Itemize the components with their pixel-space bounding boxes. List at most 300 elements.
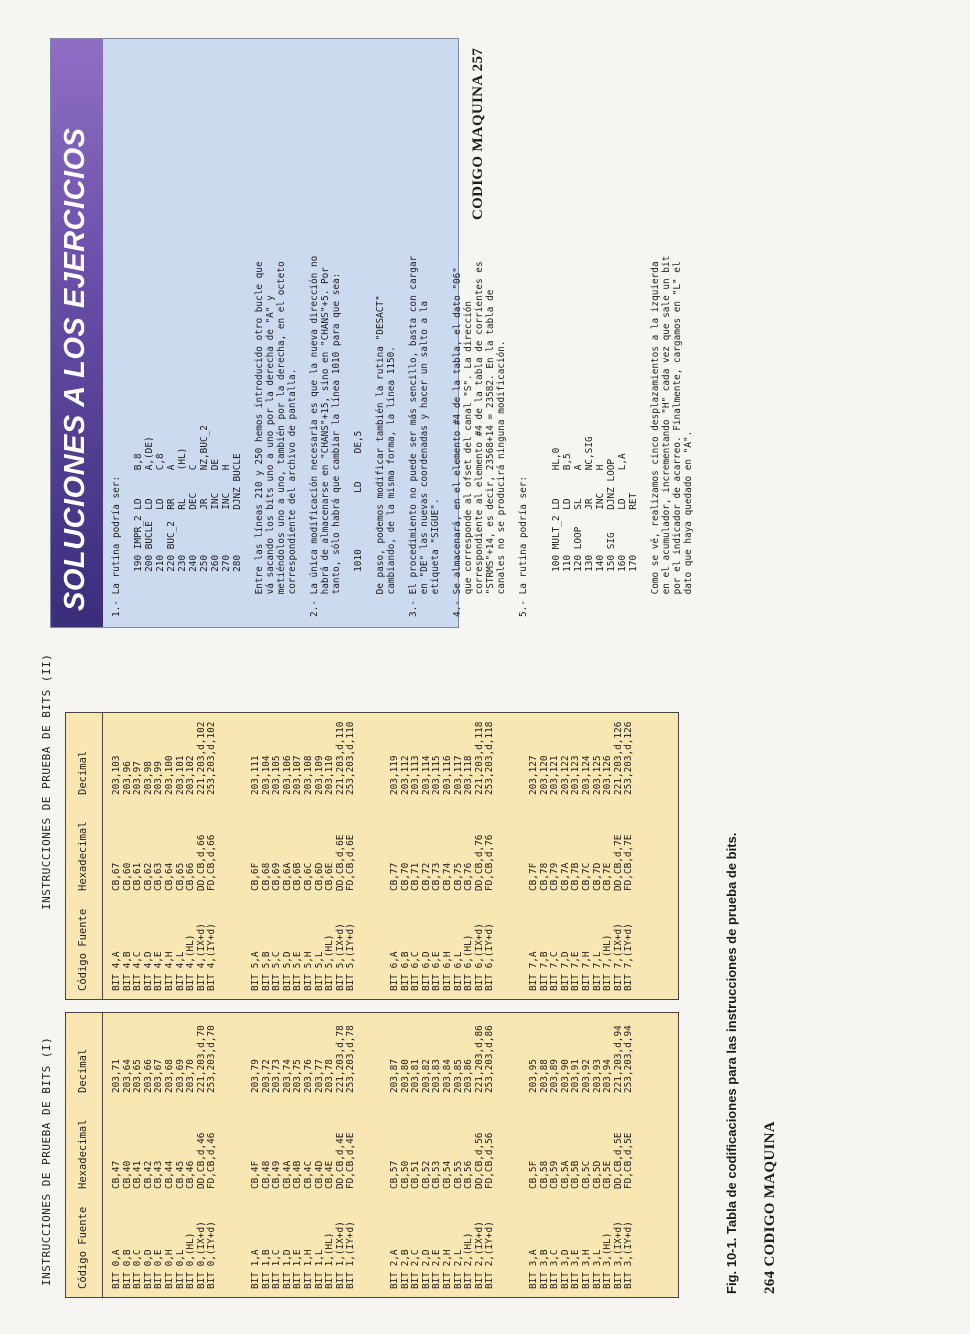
cell-hex: CB,6E — [324, 862, 336, 891]
cell-decimal: 203,74 — [281, 1059, 293, 1093]
cell-hex: CB,4D — [313, 1160, 325, 1189]
table-row — [304, 713, 315, 999]
solution-line: 1010 LD DE,5 — [353, 430, 364, 617]
table-row — [582, 713, 593, 999]
cell-hex: DD,CB,d,6E — [334, 834, 346, 891]
cell-decimal: 253,203,d,78 — [345, 1025, 357, 1093]
cell-hex: CB,58 — [538, 1160, 550, 1189]
cell-decimal: 203,105 — [271, 755, 283, 795]
cell-source: BIT 3,B — [538, 1249, 550, 1289]
cell-decimal: 203,93 — [591, 1059, 603, 1093]
table-row-group — [529, 713, 635, 999]
cell-source: BIT 7,D — [559, 951, 571, 991]
cell-hex: CB,7C — [580, 862, 592, 891]
cell-decimal: 203,107 — [292, 755, 304, 795]
cell-hex: FD,CB,d,4E — [345, 1132, 357, 1189]
cell-hex: CB,7D — [591, 862, 603, 891]
cell-source: BIT 0,(HL) — [185, 1232, 197, 1289]
cell-hex: CB,7A — [559, 862, 571, 891]
table-2-header — [66, 713, 103, 999]
cell-decimal: 203,71 — [111, 1059, 122, 1093]
cell-hex: CB,42 — [142, 1160, 154, 1189]
cell-decimal: 253,203,d,126 — [623, 721, 635, 795]
cell-source: BIT 5,E — [292, 951, 304, 991]
cell-decimal: 221,203,d,126 — [612, 721, 624, 795]
solution-line — [122, 47, 133, 617]
cell-hex: CB,48 — [260, 1160, 272, 1189]
cell-source: BIT 5,A — [250, 951, 261, 991]
cell-source: BIT 3,L — [591, 1249, 603, 1289]
cell-hex: CB,6C — [302, 862, 314, 891]
table-row — [582, 1013, 593, 1297]
table-row-group — [390, 1013, 496, 1297]
cell-source: BIT 1,(IY+d) — [345, 1221, 357, 1289]
solutions-banner — [51, 39, 103, 627]
cell-source: BIT 0,C — [132, 1249, 144, 1289]
cell-decimal: 253,203,d,102 — [206, 721, 218, 795]
table-row — [304, 1013, 315, 1297]
solution-line: 190 IMPR_2 LD B,8 — [133, 453, 144, 617]
cell-source: BIT 3,D — [559, 1249, 571, 1289]
cell-source: BIT 7,A — [528, 951, 539, 991]
cell-source: BIT 4,(HL) — [185, 934, 197, 991]
solution-line: 200 BUCLE LD A,(DE) — [144, 436, 155, 617]
cell-decimal: 203,73 — [271, 1059, 283, 1093]
cell-decimal: 203,119 — [389, 755, 400, 795]
cell-hex: CB,4B — [292, 1160, 304, 1189]
cell-source: BIT 7,B — [538, 951, 550, 991]
cell-source: BIT 1,L — [313, 1249, 325, 1289]
cell-source: BIT 5,(HL) — [324, 934, 336, 991]
cell-decimal: 203,116 — [441, 755, 453, 795]
cell-source: BIT 7,H — [580, 951, 592, 991]
cell-source: BIT 6,(HL) — [463, 934, 475, 991]
solution-line: metiéndolos uno a uno, también por la derecha, en el octeto — [276, 261, 287, 617]
header-decimal: Decimal — [77, 1048, 89, 1093]
solutions-title: SOLUCIONES A LOS EJERCICIOS — [59, 127, 91, 611]
cell-hex: CB,69 — [271, 862, 283, 891]
solution-line: que corresponde al ofset del canal "S". La dirección — [463, 300, 474, 617]
cell-hex: CB,78 — [538, 862, 550, 891]
cell-hex: CB,4E — [324, 1160, 336, 1189]
table-row-group — [112, 713, 218, 999]
solution-line — [243, 47, 254, 617]
cell-hex: CB,43 — [153, 1160, 165, 1189]
cell-decimal: 253,203,d,110 — [345, 721, 357, 795]
cell-source: BIT 6,C — [410, 951, 422, 991]
cell-decimal: 203,127 — [528, 755, 539, 795]
cell-decimal: 203,76 — [302, 1059, 314, 1093]
cell-hex: CB,5B — [570, 1160, 582, 1189]
solution-line — [540, 47, 551, 617]
cell-hex: CB,63 — [153, 862, 165, 891]
cell-source: BIT 2,(IX+d) — [473, 1221, 485, 1289]
table-1-header — [66, 1013, 103, 1297]
cell-source: BIT 5,H — [302, 951, 314, 991]
solution-line: tanto, sólo habrá que cambiar la línea 1010 para que sea: — [331, 272, 342, 617]
cell-source: BIT 5,(IX+d) — [334, 923, 346, 991]
cell-decimal: 203,120 — [538, 755, 550, 795]
cell-hex: FD,CB,d,5E — [623, 1132, 635, 1189]
solution-line — [397, 47, 408, 617]
cell-hex: CB,67 — [111, 862, 122, 891]
cell-source: BIT 0,L — [174, 1249, 186, 1289]
cell-hex: CB,75 — [452, 862, 464, 891]
cell-source: BIT 2,(IY+d) — [484, 1221, 496, 1289]
cell-hex: CB,45 — [174, 1160, 186, 1189]
cell-decimal: 203,125 — [591, 755, 603, 795]
cell-source: BIT 1,D — [281, 1249, 293, 1289]
cell-decimal: 203,104 — [260, 755, 272, 795]
cell-decimal: 203,106 — [281, 755, 293, 795]
solution-line: 4.- Se almacenará, en el elemento #4 de la tabla, el dato "06" — [452, 267, 463, 617]
right-folio: CODIGO MAQUINA 257 — [470, 47, 486, 220]
cell-decimal: 203,81 — [410, 1059, 422, 1093]
cell-source: BIT 7,L — [591, 951, 603, 991]
cell-hex: CB,40 — [121, 1160, 133, 1189]
left-folio: 264 CODIGO MAQUINA — [762, 1121, 778, 1294]
cell-decimal: 203,98 — [142, 761, 154, 795]
cell-decimal: 203,82 — [420, 1059, 432, 1093]
cell-source: BIT 5,C — [271, 951, 283, 991]
solution-line: 2.- La única modificación necesaria es que la nueva dirección no — [309, 255, 320, 617]
cell-decimal: 203,124 — [580, 755, 592, 795]
solution-line: en el acumulador, incrementando "H" cada vez que sale un bit — [661, 255, 672, 617]
cell-source: BIT 7,E — [570, 951, 582, 991]
cell-hex: DD,CB,d,5E — [612, 1132, 624, 1189]
cell-source: BIT 5,L — [313, 951, 325, 991]
cell-decimal: 253,203,d,86 — [484, 1025, 496, 1093]
cell-decimal: 203,80 — [399, 1059, 411, 1093]
solution-line: 220 BUC_2 RR A — [166, 464, 177, 617]
cell-source: BIT 1,B — [260, 1249, 272, 1289]
cell-decimal: 221,203,d,110 — [334, 721, 346, 795]
solution-line — [507, 47, 518, 617]
cell-decimal: 203,75 — [292, 1059, 304, 1093]
solution-line: 230 RL (HL) — [177, 447, 188, 617]
cell-hex: CB,5F — [528, 1160, 539, 1189]
cell-hex: CB,60 — [121, 862, 133, 891]
solution-line: 100 MULT_2 LD HL,0 — [551, 447, 562, 617]
table-1-caption: INSTRUCCIONES DE PRUEBA DE BITS (I) — [40, 1036, 53, 1286]
cell-source: BIT 3,C — [549, 1249, 561, 1289]
cell-hex: CB,6A — [281, 862, 293, 891]
cell-hex: CB,54 — [441, 1160, 453, 1189]
cell-decimal: 203,68 — [163, 1059, 175, 1093]
table-row — [443, 713, 454, 999]
cell-source: BIT 3,A — [528, 1249, 539, 1289]
cell-source: BIT 1,E — [292, 1249, 304, 1289]
cell-decimal: 203,121 — [549, 755, 561, 795]
cell-hex: CB,68 — [260, 862, 272, 891]
cell-source: BIT 3,E — [570, 1249, 582, 1289]
cell-source: BIT 4,E — [153, 951, 165, 991]
cell-source: BIT 4,D — [142, 951, 154, 991]
solution-line: 240 DEC C — [188, 464, 199, 617]
cell-hex: CB,4A — [281, 1160, 293, 1189]
table-row — [165, 713, 176, 999]
cell-source: BIT 2,E — [431, 1249, 443, 1289]
cell-decimal: 203,126 — [602, 755, 614, 795]
cell-hex: CB,5A — [559, 1160, 571, 1189]
solution-line: 150 SIG DJNZ LOOP — [606, 458, 617, 617]
cell-hex: CB,6B — [292, 862, 304, 891]
cell-decimal: 203,94 — [602, 1059, 614, 1093]
cell-source: BIT 3,(IX+d) — [612, 1221, 624, 1289]
cell-decimal: 203,102 — [185, 755, 197, 795]
cell-hex: CB,47 — [111, 1160, 122, 1189]
table-row-group — [251, 1013, 357, 1297]
cell-hex: CB,7F — [528, 862, 539, 891]
table-row — [485, 713, 496, 999]
cell-decimal: 203,72 — [260, 1059, 272, 1093]
table-row-group — [112, 1013, 218, 1297]
cell-decimal: 203,91 — [570, 1059, 582, 1093]
table-row — [207, 713, 218, 999]
solution-line: por el indicador de acarreo. Finalmente, cargamos en "L" el — [672, 261, 683, 617]
cell-decimal: 253,203,d,118 — [484, 721, 496, 795]
table-row — [485, 1013, 496, 1297]
table-row — [346, 713, 357, 999]
solution-line: habrá de almacenarse en "CHANS"+15, sino en "CHANS"+5. Por — [320, 267, 331, 617]
cell-hex: DD,CB,d,46 — [195, 1132, 207, 1189]
solution-line: 210 LD C,8 — [155, 453, 166, 617]
cell-source: BIT 3,(HL) — [602, 1232, 614, 1289]
cell-decimal: 203,117 — [452, 755, 464, 795]
cell-source: BIT 4,H — [163, 951, 175, 991]
cell-hex: FD,CB,d,66 — [206, 834, 218, 891]
cell-hex: DD,CB,d,4E — [334, 1132, 346, 1189]
solution-line: canales no se producirá ninguna modificación. — [496, 340, 507, 617]
cell-hex: CB,55 — [452, 1160, 464, 1189]
cell-decimal: 203,86 — [463, 1059, 475, 1093]
solution-line: correspondiente al elemento #4 de la tabla de corrientes es — [474, 261, 485, 617]
cell-source: BIT 4,L — [174, 951, 186, 991]
cell-hex: CB,56 — [463, 1160, 475, 1189]
cell-hex: CB,64 — [163, 862, 175, 891]
table-row-group — [390, 713, 496, 999]
cell-source: BIT 2,D — [420, 1249, 432, 1289]
cell-hex: CB,57 — [389, 1160, 400, 1189]
cell-decimal: 203,113 — [410, 755, 422, 795]
cell-decimal: 221,203,d,102 — [195, 721, 207, 795]
cell-decimal: 203,118 — [463, 755, 475, 795]
cell-source: BIT 0,(IY+d) — [206, 1221, 218, 1289]
cell-hex: CB,79 — [549, 862, 561, 891]
cell-source: BIT 6,D — [420, 951, 432, 991]
header-hex: Hexadecimal — [77, 1119, 89, 1189]
solution-line: 280 DJNZ BUCLE — [232, 453, 243, 617]
cell-decimal: 203,110 — [324, 755, 336, 795]
solution-line: 160 LD L,A — [617, 453, 628, 617]
cell-hex: CB,5C — [580, 1160, 592, 1189]
solution-line — [364, 47, 375, 617]
cell-decimal: 221,203,d,78 — [334, 1025, 346, 1093]
cell-source: BIT 2,L — [452, 1249, 464, 1289]
table-row — [390, 1013, 401, 1297]
cell-hex: CB,7B — [570, 862, 582, 891]
solution-line: cambiando, de la misma forma, la línea 1150. — [386, 346, 397, 617]
table-row-group — [529, 1013, 635, 1297]
cell-hex: CB,74 — [441, 862, 453, 891]
bit-test-table-1 — [65, 1012, 679, 1298]
cell-source: BIT 6,(IY+d) — [484, 923, 496, 991]
cell-hex: DD,CB,d,66 — [195, 834, 207, 891]
cell-hex: CB,52 — [420, 1160, 432, 1189]
cell-hex: CB,44 — [163, 1160, 175, 1189]
cell-source: BIT 0,(IX+d) — [195, 1221, 207, 1289]
cell-source: BIT 3,(IY+d) — [623, 1221, 635, 1289]
cell-source: BIT 1,A — [250, 1249, 261, 1289]
cell-hex: CB,66 — [185, 862, 197, 891]
cell-hex: CB,4F — [250, 1160, 261, 1189]
cell-source: BIT 2,H — [441, 1249, 453, 1289]
cell-source: BIT 0,E — [153, 1249, 165, 1289]
cell-source: BIT 0,D — [142, 1249, 154, 1289]
cell-hex: CB,51 — [410, 1160, 422, 1189]
cell-source: BIT 6,B — [399, 951, 411, 991]
solution-line: 120 LOOP SL A — [573, 464, 584, 617]
cell-decimal: 203,99 — [153, 761, 165, 795]
table-row — [251, 713, 262, 999]
cell-source: BIT 1,C — [271, 1249, 283, 1289]
solution-line: 130 JR NC,SIG — [584, 436, 595, 617]
cell-source: BIT 2,B — [399, 1249, 411, 1289]
cell-source: BIT 6,H — [441, 951, 453, 991]
cell-hex: CB,41 — [132, 1160, 144, 1189]
cell-decimal: 203,64 — [121, 1059, 133, 1093]
solution-line: 170 RET — [628, 492, 639, 617]
cell-decimal: 203,83 — [431, 1059, 443, 1093]
cell-decimal: 203,103 — [111, 755, 122, 795]
solution-line: 250 JR NZ,BUC_2 — [199, 425, 210, 617]
cell-decimal: 203,101 — [174, 755, 186, 795]
cell-source: BIT 4,A — [111, 951, 122, 991]
cell-decimal: 203,78 — [324, 1059, 336, 1093]
header-decimal: Decimal — [77, 750, 89, 795]
table-row — [624, 713, 635, 999]
cell-source: BIT 6,L — [452, 951, 464, 991]
cell-decimal: 203,115 — [431, 755, 443, 795]
solution-line: "STRMS"+14, es decir, 23568+14 = 23582. En la tabla de — [485, 289, 496, 617]
cell-source: BIT 4,(IY+d) — [206, 923, 218, 991]
solution-line: etiqueta "SIGUE". — [430, 498, 441, 617]
cell-decimal: 203,66 — [142, 1059, 154, 1093]
cell-hex: CB,50 — [399, 1160, 411, 1189]
cell-hex: CB,71 — [410, 862, 422, 891]
table-row — [346, 1013, 357, 1297]
cell-source: BIT 3,H — [580, 1249, 592, 1289]
header-source: Código Fuente — [77, 908, 89, 991]
solution-line — [441, 47, 452, 617]
cell-decimal: 203,77 — [313, 1059, 325, 1093]
cell-hex: DD,CB,d,76 — [473, 834, 485, 891]
solution-line — [298, 47, 309, 617]
cell-decimal: 203,100 — [163, 755, 175, 795]
header-hex: Hexadecimal — [77, 821, 89, 891]
solution-line: 5.- La rutina podría ser: — [518, 475, 529, 617]
table-row — [443, 1013, 454, 1297]
cell-decimal: 253,203,d,94 — [623, 1025, 635, 1093]
cell-source: BIT 7,C — [549, 951, 561, 991]
cell-decimal: 203,65 — [132, 1059, 144, 1093]
table-row — [112, 1013, 123, 1297]
solution-line: dato que haya quedado en "A". — [683, 430, 694, 617]
cell-decimal: 203,85 — [452, 1059, 464, 1093]
solutions-text — [111, 47, 694, 617]
cell-hex: CB,73 — [431, 862, 443, 891]
cell-decimal: 221,203,d,70 — [195, 1025, 207, 1093]
cell-hex: CB,5D — [591, 1160, 603, 1189]
table-row — [112, 713, 123, 999]
cell-decimal: 203,109 — [313, 755, 325, 795]
cell-decimal: 203,122 — [559, 755, 571, 795]
cell-decimal: 203,92 — [580, 1059, 592, 1093]
cell-decimal: 203,96 — [121, 761, 133, 795]
cell-decimal: 203,87 — [389, 1059, 400, 1093]
solution-line: 140 INC H — [595, 464, 606, 617]
cell-decimal: 203,97 — [132, 761, 144, 795]
cell-decimal: 203,95 — [528, 1059, 539, 1093]
cell-hex: CB,61 — [132, 862, 144, 891]
solution-line: 110 LD B,5 — [562, 453, 573, 617]
figure-caption: Fig. 10-1. Tabla de codificaciones para las instrucciones de prueba de bits. — [724, 832, 739, 1294]
cell-decimal: 203,114 — [420, 755, 432, 795]
solution-line: 260 INC DE — [210, 458, 221, 617]
table-row — [529, 713, 540, 999]
solution-line: en "DE" las nuevas coordenadas y hacer un salto a la — [419, 300, 430, 617]
cell-source: BIT 1,(HL) — [324, 1232, 336, 1289]
solution-line: Entre las líneas 210 y 250 hemos introducido otro bucle que — [254, 261, 265, 617]
cell-hex: CB,77 — [389, 862, 400, 891]
cell-decimal: 203,123 — [570, 755, 582, 795]
cell-decimal: 203,70 — [185, 1059, 197, 1093]
cell-hex: CB,7E — [602, 862, 614, 891]
cell-hex: CB,5E — [602, 1160, 614, 1189]
cell-source: BIT 7,(IX+d) — [612, 923, 624, 991]
cell-hex: FD,CB,d,7E — [623, 834, 635, 891]
cell-source: BIT 5,B — [260, 951, 272, 991]
cell-decimal: 253,203,d,70 — [206, 1025, 218, 1093]
cell-hex: CB,53 — [431, 1160, 443, 1189]
cell-source: BIT 4,C — [132, 951, 144, 991]
cell-decimal: 203,111 — [250, 755, 261, 795]
cell-source: BIT 5,(IY+d) — [345, 923, 357, 991]
cell-hex: CB,62 — [142, 862, 154, 891]
table-row — [251, 1013, 262, 1297]
solution-line — [529, 47, 540, 617]
cell-hex: CB,46 — [185, 1160, 197, 1189]
cell-source: BIT 2,A — [389, 1249, 400, 1289]
cell-hex: CB,72 — [420, 862, 432, 891]
cell-source: BIT 6,A — [389, 951, 400, 991]
cell-hex: CB,6F — [250, 862, 261, 891]
cell-source: BIT 1,(IX+d) — [334, 1221, 346, 1289]
cell-hex: DD,CB,d,7E — [612, 834, 624, 891]
cell-source: BIT 1,H — [302, 1249, 314, 1289]
cell-decimal: 221,203,d,86 — [473, 1025, 485, 1093]
cell-decimal: 221,203,d,118 — [473, 721, 485, 795]
cell-decimal: 203,84 — [441, 1059, 453, 1093]
solution-line: correspondiente del archivo de pantalla. — [287, 368, 298, 617]
cell-hex: CB,4C — [302, 1160, 314, 1189]
header-source: Código Fuente — [77, 1206, 89, 1289]
cell-hex: CB,6D — [313, 862, 325, 891]
solution-line: Como se vé, realizamos cinco desplazamientos a la izquierda — [650, 261, 661, 617]
solution-line: 270 INC H — [221, 464, 232, 617]
cell-hex: CB,65 — [174, 862, 186, 891]
table-2-caption: INSTRUCCIONES DE PRUEBA DE BITS (II) — [40, 653, 53, 910]
